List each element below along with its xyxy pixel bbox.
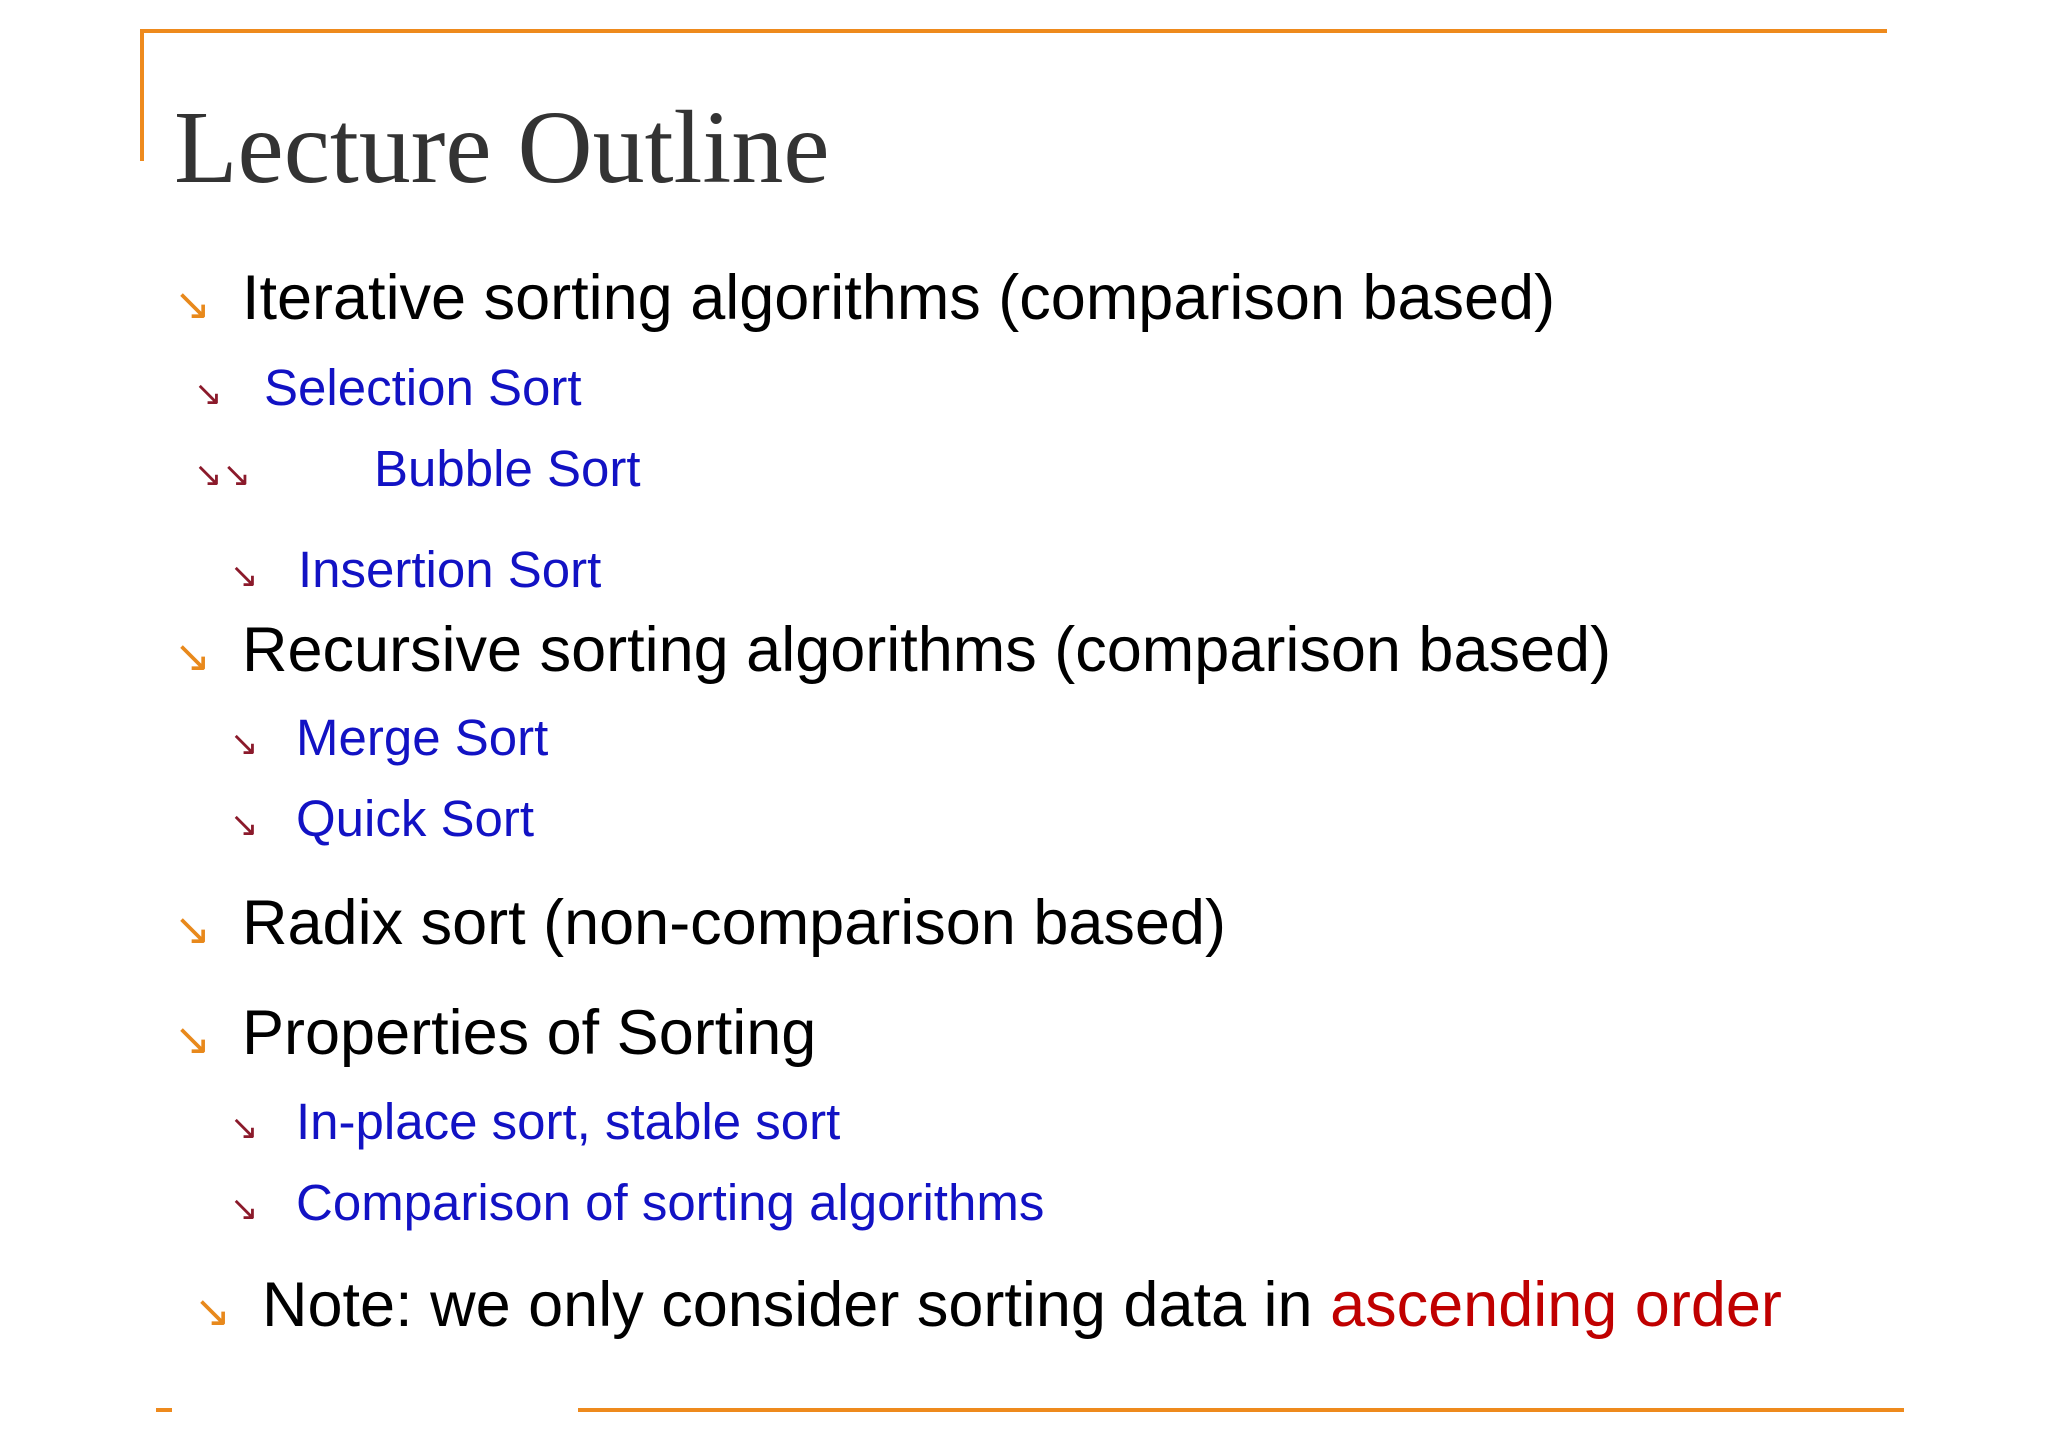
list-item [194,439,641,498]
list-item [230,540,601,599]
list-item [230,1173,1044,1232]
note-highlight: ascending order [1330,1270,1782,1340]
list-item [174,262,1555,334]
arrow-down-right-icon: ↘ [194,1286,231,1337]
list-item [174,614,1611,686]
note-prefix: Note: we only consider sorting data in [262,1270,1331,1340]
bullet-text: Iterative sorting algorithms (comparison based) [242,263,1556,333]
list-item [174,887,1226,959]
arrow-down-right-icon: ↘↘ [194,455,251,495]
bullet-text: Quick Sort [296,790,535,847]
list-item [230,1092,840,1151]
arrow-down-right-icon: ↘ [230,556,259,596]
list-item [194,358,582,417]
bullet-text: Insertion Sort [298,541,602,598]
bullet-text: Selection Sort [264,359,582,416]
list-item [230,789,534,848]
bullet-text: Recursive sorting algorithms (comparison based) [242,615,1612,685]
slide-title: Lecture Outline [174,90,830,205]
frame-top-line [140,29,1887,33]
bullet-text: In-place sort, stable sort [296,1093,841,1150]
frame-bottom-tick [156,1408,172,1412]
bullet-text: Properties of Sorting [242,998,817,1068]
arrow-down-right-icon: ↘ [174,904,211,955]
frame-left-line [140,29,144,161]
bullet-text: Merge Sort [296,709,549,766]
note-text [262,1269,1782,1341]
list-item [174,997,816,1069]
arrow-down-right-icon: ↘ [230,805,259,845]
arrow-down-right-icon: ↘ [174,279,211,330]
arrow-down-right-icon: ↘ [174,1014,211,1065]
arrow-down-right-icon: ↘ [194,374,223,414]
bullet-text: Radix sort (non-comparison based) [242,888,1226,958]
arrow-down-right-icon: ↘ [174,631,211,682]
arrow-down-right-icon: ↘ [230,1108,259,1148]
list-item [230,708,548,767]
arrow-down-right-icon: ↘ [230,724,259,764]
bullet-text: Comparison of sorting algorithms [296,1174,1045,1231]
note-item [194,1269,1782,1341]
frame-bottom-line [578,1408,1904,1412]
arrow-down-right-icon: ↘ [230,1189,259,1229]
bullet-text: Bubble Sort [374,440,641,497]
